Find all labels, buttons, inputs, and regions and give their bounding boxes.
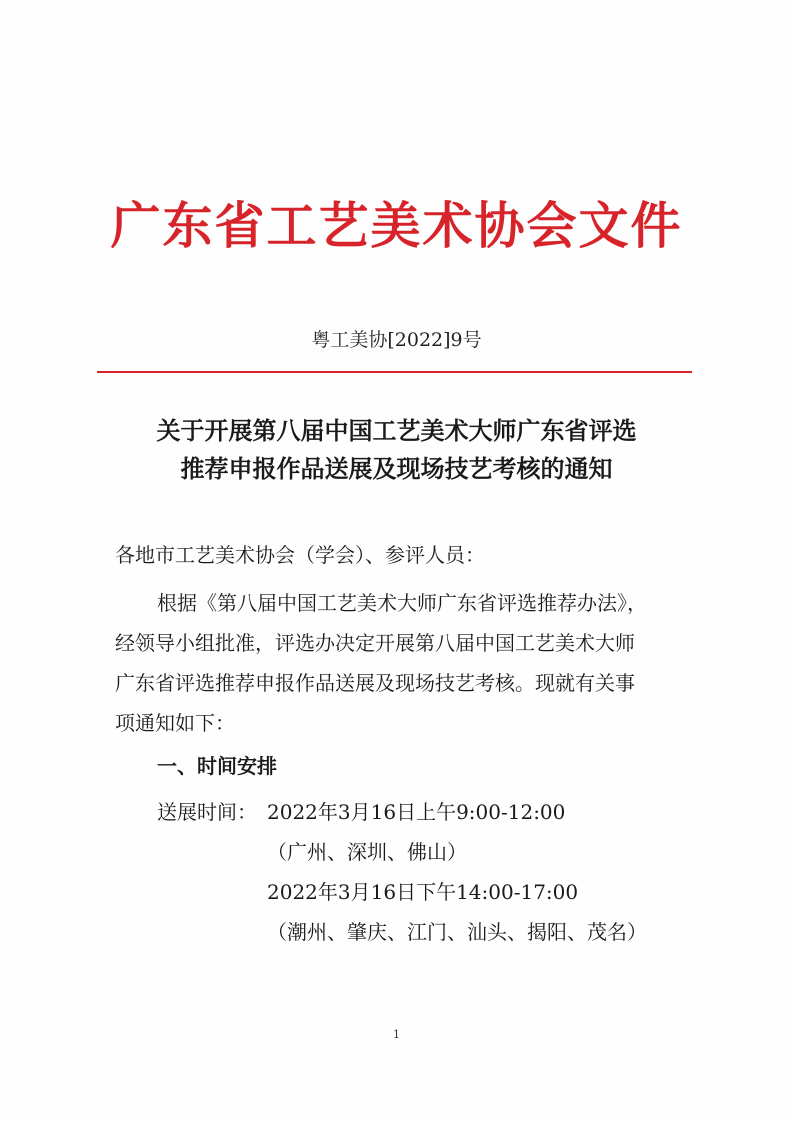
page-number: 1 — [393, 1028, 400, 1041]
notice-title-line-1: 关于开展第八届中国工艺美术大师广东省评选 — [156, 417, 637, 445]
notice-title-line-2: 推荐申报作品送展及现场技艺考核的通知 — [180, 455, 613, 483]
section-heading-schedule: 一、时间安排 — [157, 754, 277, 778]
body-paragraph — [115, 583, 705, 743]
paragraph-line-2: 经领导小组批准，评选办决定开展第八届中国工艺美术大师 — [115, 631, 635, 655]
schedule-block — [157, 792, 647, 952]
paragraph-line-3: 广东省评选推荐申报作品送展及现场技艺考核。现就有关事 — [115, 671, 635, 695]
notice-title — [0, 412, 793, 488]
schedule-slot-2-time: 2022年3月16日下午14:00-17:00 — [267, 880, 579, 904]
document-number: 粤工美协[2022]9号 — [311, 329, 482, 351]
schedule-label: 送展时间： — [157, 800, 257, 824]
masthead-title: 广东省工艺美术协会文件 — [110, 197, 683, 255]
schedule-row-1 — [157, 792, 647, 832]
salutation: 各地市工艺美术协会（学会）、参评人员： — [115, 543, 485, 567]
red-divider-line — [97, 371, 692, 373]
schedule-slot-1-time: 2022年3月16日上午9:00-12:00 — [267, 800, 566, 824]
paragraph-line-1: 根据《第八届中国工艺美术大师广东省评选推荐办法》， — [157, 591, 647, 615]
paragraph-line-4: 项通知如下： — [115, 711, 235, 735]
schedule-slot-2-cities: （潮州、肇庆、江门、汕头、揭阳、茂名） — [267, 920, 647, 944]
schedule-slot-1-cities: （广州、深圳、佛山） — [267, 840, 467, 864]
